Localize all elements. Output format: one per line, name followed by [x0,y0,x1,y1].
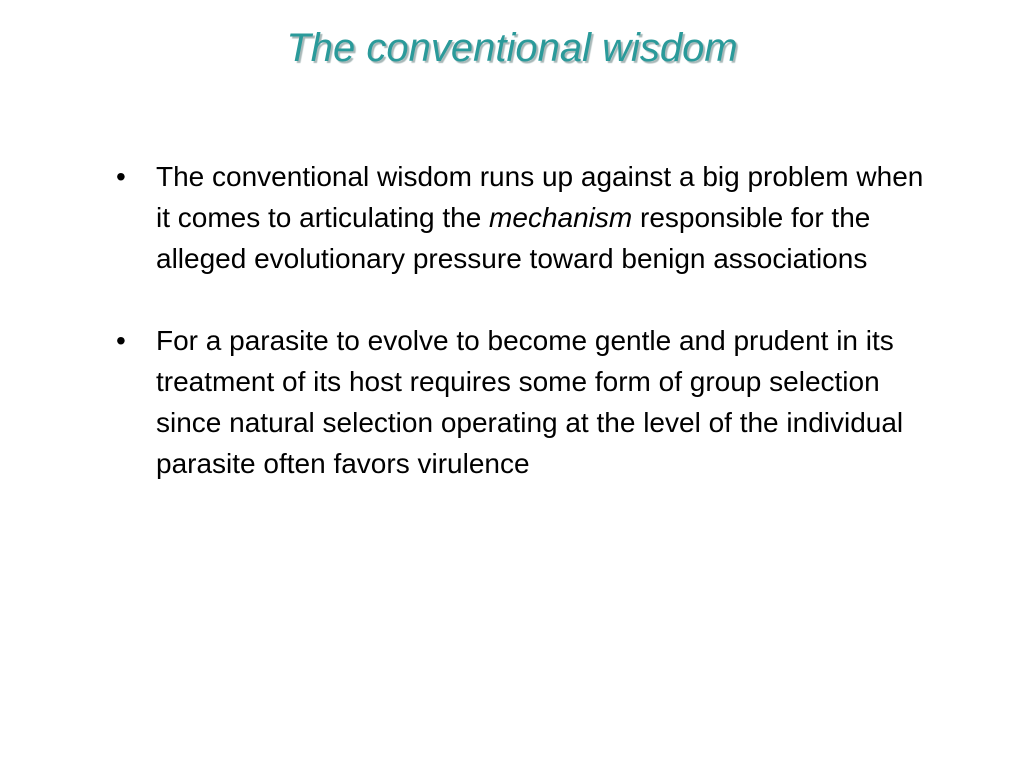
bullet-2-text: For a parasite to evolve to become gentle and prudent in its treatment of its host requires some form of group selection since natural selection operating at the level of the individual parasite often favors virulence [156,325,904,479]
bullet-item-2 [0,320,1024,484]
bullet-list [0,156,1024,525]
slide-title: The conventional wisdom [286,26,738,70]
bullet-1-text-before: The conventional wisdom runs up against a big problem when it comes to articulating the [156,161,924,233]
bullet-1-emphasis: mechanism [489,202,633,233]
bullet-1-text-after: responsible for the alleged evolutionary pressure toward benign associations [156,202,871,274]
bullet-marker: • [116,325,126,356]
bullet-item-1 [0,156,1024,279]
bullet-marker: • [116,161,126,192]
